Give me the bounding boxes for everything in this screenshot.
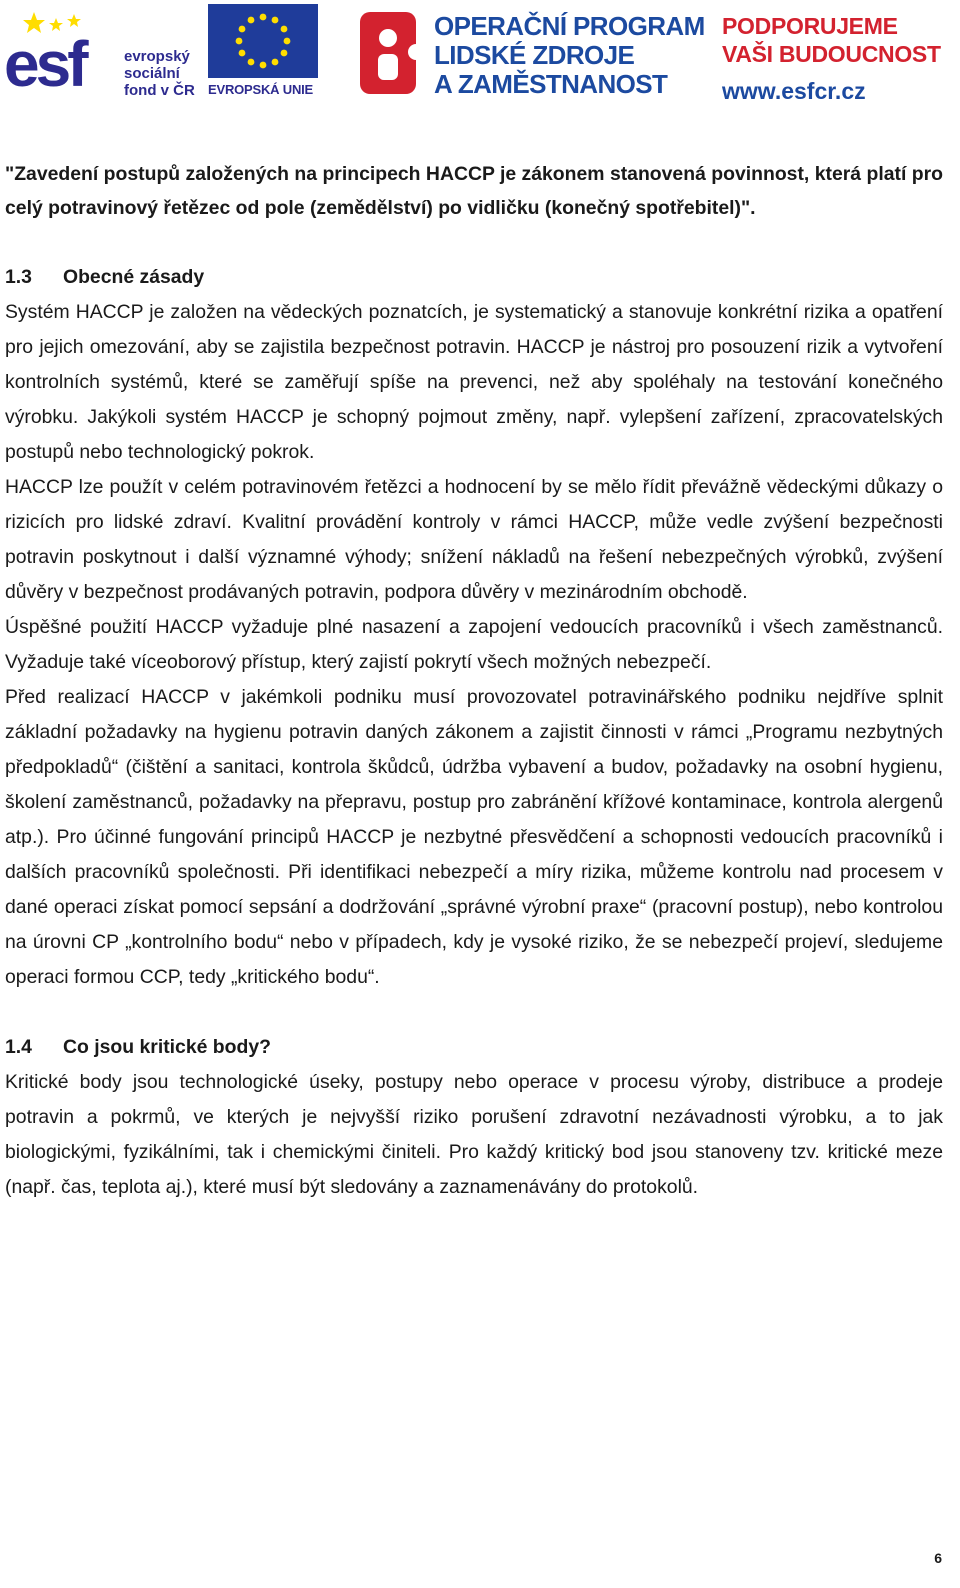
section-heading: [5, 1030, 943, 1065]
eu-caption: EVROPSKÁ UNIE: [208, 82, 314, 97]
esf-caption-line: fond v ČR: [124, 82, 195, 99]
website-link[interactable]: www.esfcr.cz: [722, 78, 866, 104]
slogan-line: PODPORUJEME: [722, 13, 898, 39]
op-title-line: A ZAMĚSTNANOST: [434, 69, 668, 99]
op-title: [434, 12, 705, 99]
body-paragraph: Systém HACCP je založen na vědeckých poznatcích, je systematický a stanovuje konkrétní rizika a opatření pro jejich omezování, aby se zajistila bezpečnost potravin. HACCP je nástroj pro posouzení rizik a vytvoření kontrolních systémů, které se zaměřují spíše na prevenci, než aby spoléhaly na testování konečného výrobku. Jakýkoli systém HACCP je schopný pojmout změny, např. vylepšení zařízení, zpracovatelských postupů nebo technologický pokrok.: [5, 301, 943, 463]
esf-caption: [124, 48, 195, 99]
section-title: Co jsou kritické body?: [63, 1036, 271, 1058]
section-title: Obecné zásady: [63, 266, 205, 288]
support-slogan: [722, 8, 958, 104]
body-paragraph: Před realizací HACCP v jakémkoli podniku musí provozovatel potravinářského podniku nejdříve splnit základní požadavky na hygienu potravin daných zákonem a zajistit činnosti v rámci „Programu nezbytných předpokladů“ (čištění a sanitaci, kontrola škůdců, údržba vybavení a budov, požadavky na osobní hygienu, školení zaměstnanců, požadavky na přepravu, postup pro zabránění křížové kontaminace, kontrola alergenů atp.). Pro účinné fungování principů HACCP je nezbytné přesvědčení a schopnosti vedoucích pracovníků i dalších pracovníků společnosti. Při identifikaci nebezpečí a míry rizika, můžeme kontrolu nad procesem v dané operaci získat pomocí sepsání a dodržování „správné výrobní praxe“ (pracovní postup), nebo kontrolou na úrovni CP „kontrolního bodu“ nebo v případech, kdy je vysoké riziko, že se nebezpečí projeví, sledujeme operaci formou CCP, tedy „kritického bodu“.: [5, 686, 943, 988]
quote-paragraph: "Zavedení postupů založených na principech HACCP je zákonem stanovená povinnost, která platí pro celý potravinový řetězec od pole (zemědělství) po vidličku (konečný spotřebitel)".: [5, 163, 943, 219]
esf-logo: [4, 6, 194, 102]
body-paragraph: HACCP lze použít v celém potravinovém řetězci a hodnocení by se mělo řídit převážně vědeckými důkazy o rizicích pro lidské zdraví. Kvalitní provádění kontroly v rámci HACCP, může vedle zvýšení bezpečnosti potravin poskytnout i další významné výhody; snížení nákladů na řešení nebezpečných výrobků, zvýšení důvěry v bezpečnost prodávaných potravin, podpora důvěry v mezinárodním obchodě.: [5, 476, 943, 603]
body-paragraph: Úspěšné použití HACCP vyžaduje plné nasazení a zapojení vedoucích pracovníků i všech zaměstnanců. Vyžaduje také víceoborový přístup, který zajistí pokrytí všech možných nebezpečí.: [5, 616, 943, 673]
slogan-text: [722, 12, 941, 68]
section-number: 1.3: [5, 266, 32, 288]
section-heading: [5, 260, 943, 295]
page-header: [0, 0, 960, 110]
section-number: 1.4: [5, 1036, 32, 1058]
esf-caption-line: evropský: [124, 48, 190, 65]
esf-caption-line: sociální: [124, 65, 180, 82]
op-title-line: LIDSKÉ ZDROJE: [434, 40, 635, 70]
esf-wordmark: esf: [4, 28, 85, 100]
slogan-line: VAŠI BUDOUCNOST: [722, 41, 941, 67]
op-title-line: OPERAČNÍ PROGRAM: [434, 11, 705, 41]
eu-flag-icon: [208, 4, 318, 78]
op-puzzle-icon: [356, 8, 426, 98]
op-lzz-logo: [356, 6, 705, 102]
eu-logo: [208, 4, 320, 100]
spacer: [5, 995, 943, 1030]
spacer: [5, 225, 943, 260]
page-number: 6: [934, 1550, 942, 1566]
body-paragraph: Kritické body jsou technologické úseky, postupy nebo operace v procesu výroby, distribuce a prodeje potravin a pokrmů, ve kterých je nejvyšší riziko porušení zdravotní nezávadnosti výrobku, a to jak biologickými, fyzikálními, tak i chemickými činiteli. Pro každý kritický bod jsou stanoveny tzv. kritické meze (např. čas, teplota aj.), které musí být sledovány a zaznamenávány do protokolů.: [5, 1071, 943, 1198]
document-body: [5, 157, 943, 1205]
